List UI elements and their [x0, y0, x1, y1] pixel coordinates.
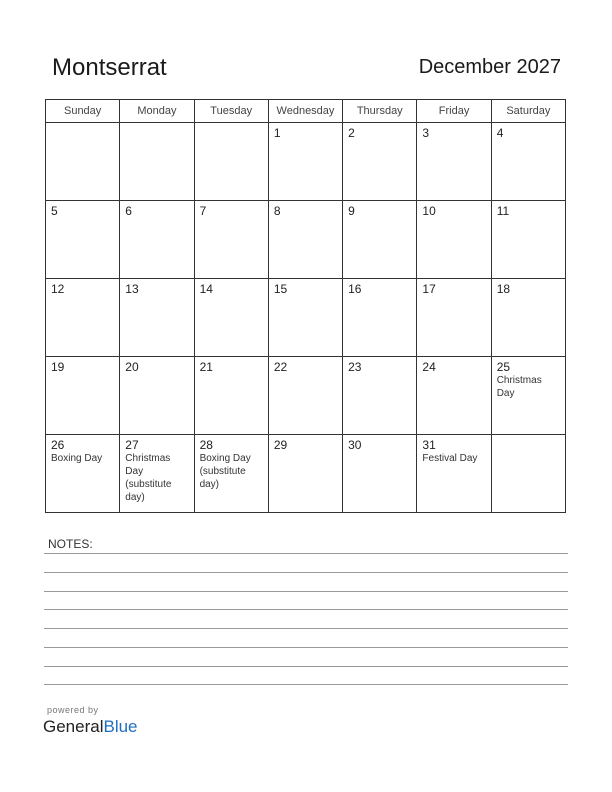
day-cell [120, 279, 194, 357]
day-cell [194, 123, 268, 201]
week-row [46, 123, 566, 201]
holiday-label: Boxing Day [51, 453, 103, 464]
day-cell [343, 435, 417, 513]
month-year-title: December 2027 [418, 56, 561, 78]
day-cell [194, 435, 268, 513]
day-number: 5 [51, 204, 58, 218]
day-cell [343, 357, 417, 435]
holiday-label: Boxing Day [199, 453, 251, 464]
holiday-label: (substitute [199, 466, 246, 477]
note-line [44, 609, 568, 610]
week-row [46, 435, 566, 513]
week-row [46, 201, 566, 279]
note-line [44, 591, 568, 592]
day-cell [194, 201, 268, 279]
weekday-wednesday: Wednesday [268, 100, 342, 123]
note-line [44, 684, 568, 685]
day-number: 8 [273, 204, 281, 218]
weekday-friday: Friday [417, 100, 491, 123]
day-number: 24 [422, 360, 436, 374]
day-cell [417, 123, 491, 201]
holiday-label: (substitute [125, 479, 172, 490]
week-row [46, 357, 566, 435]
day-cell [268, 357, 342, 435]
day-number: 15 [273, 282, 288, 296]
day-number: 11 [496, 204, 510, 218]
day-number: 19 [51, 360, 65, 374]
note-line [44, 666, 568, 667]
holiday-label: day) [125, 492, 145, 503]
holiday-label: Festival Day [422, 453, 478, 464]
day-cell [194, 357, 268, 435]
day-cell [491, 435, 565, 513]
brand-logo [43, 717, 138, 737]
weekday-saturday: Saturday [491, 100, 565, 123]
day-cell [46, 435, 120, 513]
holiday-label: Christmas [496, 375, 542, 386]
day-number: 20 [125, 360, 139, 374]
day-cell [268, 123, 342, 201]
day-cell [194, 279, 268, 357]
day-number: 3 [422, 126, 430, 140]
day-number: 4 [496, 126, 504, 140]
day-cell [343, 123, 417, 201]
day-number: 1 [273, 126, 281, 140]
weekday-tuesday: Tuesday [194, 100, 268, 123]
day-cell [343, 201, 417, 279]
day-number: 7 [199, 204, 207, 218]
day-cell [268, 201, 342, 279]
day-number: 12 [51, 282, 65, 296]
day-number: 23 [348, 360, 362, 374]
day-number: 18 [496, 282, 511, 296]
calendar-grid [45, 99, 566, 513]
day-cell [46, 201, 120, 279]
day-number: 27 [125, 438, 139, 452]
day-number: 6 [125, 204, 132, 218]
day-number: 22 [273, 360, 288, 374]
day-cell [268, 435, 342, 513]
day-number: 2 [348, 126, 355, 140]
weekday-header-row [46, 100, 566, 123]
weekday-thursday: Thursday [343, 100, 417, 123]
weekday-monday: Monday [120, 100, 194, 123]
day-number: 28 [199, 438, 213, 452]
day-number: 30 [348, 438, 362, 452]
day-number: 21 [199, 360, 213, 374]
day-number: 10 [422, 204, 436, 218]
week-row [46, 279, 566, 357]
day-cell [46, 279, 120, 357]
day-cell [417, 357, 491, 435]
day-number: 9 [348, 204, 355, 218]
day-number: 16 [348, 282, 362, 296]
day-cell [343, 279, 417, 357]
holiday-label: Day [496, 388, 515, 399]
day-cell [268, 279, 342, 357]
day-cell [120, 357, 194, 435]
day-cell [491, 357, 565, 435]
day-number: 26 [51, 438, 65, 452]
day-number: 25 [496, 360, 511, 374]
day-number: 14 [199, 282, 213, 296]
country-title: Montserrat [52, 54, 167, 81]
holiday-label: day) [199, 479, 220, 490]
day-cell [120, 435, 194, 513]
holiday-label: Christmas [125, 453, 171, 464]
notes-label: NOTES: [48, 537, 93, 551]
day-number: 29 [273, 438, 288, 452]
day-number: 31 [422, 438, 436, 452]
day-number: 17 [422, 282, 436, 296]
calendar-body [46, 123, 566, 513]
day-cell [46, 123, 120, 201]
day-cell [417, 435, 491, 513]
note-line [44, 628, 568, 629]
note-line [44, 553, 568, 554]
brand-general: General [43, 717, 104, 736]
weekday-sunday: Sunday [46, 100, 120, 123]
day-cell [491, 201, 565, 279]
brand-blue: Blue [103, 717, 138, 736]
day-cell [46, 357, 120, 435]
day-cell [120, 123, 194, 201]
day-cell [417, 201, 491, 279]
day-cell [120, 201, 194, 279]
day-cell [417, 279, 491, 357]
powered-by-text: powered by [47, 705, 99, 715]
day-cell [491, 123, 565, 201]
holiday-label: Day [125, 466, 144, 477]
day-number: 13 [125, 282, 139, 296]
day-cell [491, 279, 565, 357]
note-line [44, 572, 568, 573]
note-line [44, 647, 568, 648]
